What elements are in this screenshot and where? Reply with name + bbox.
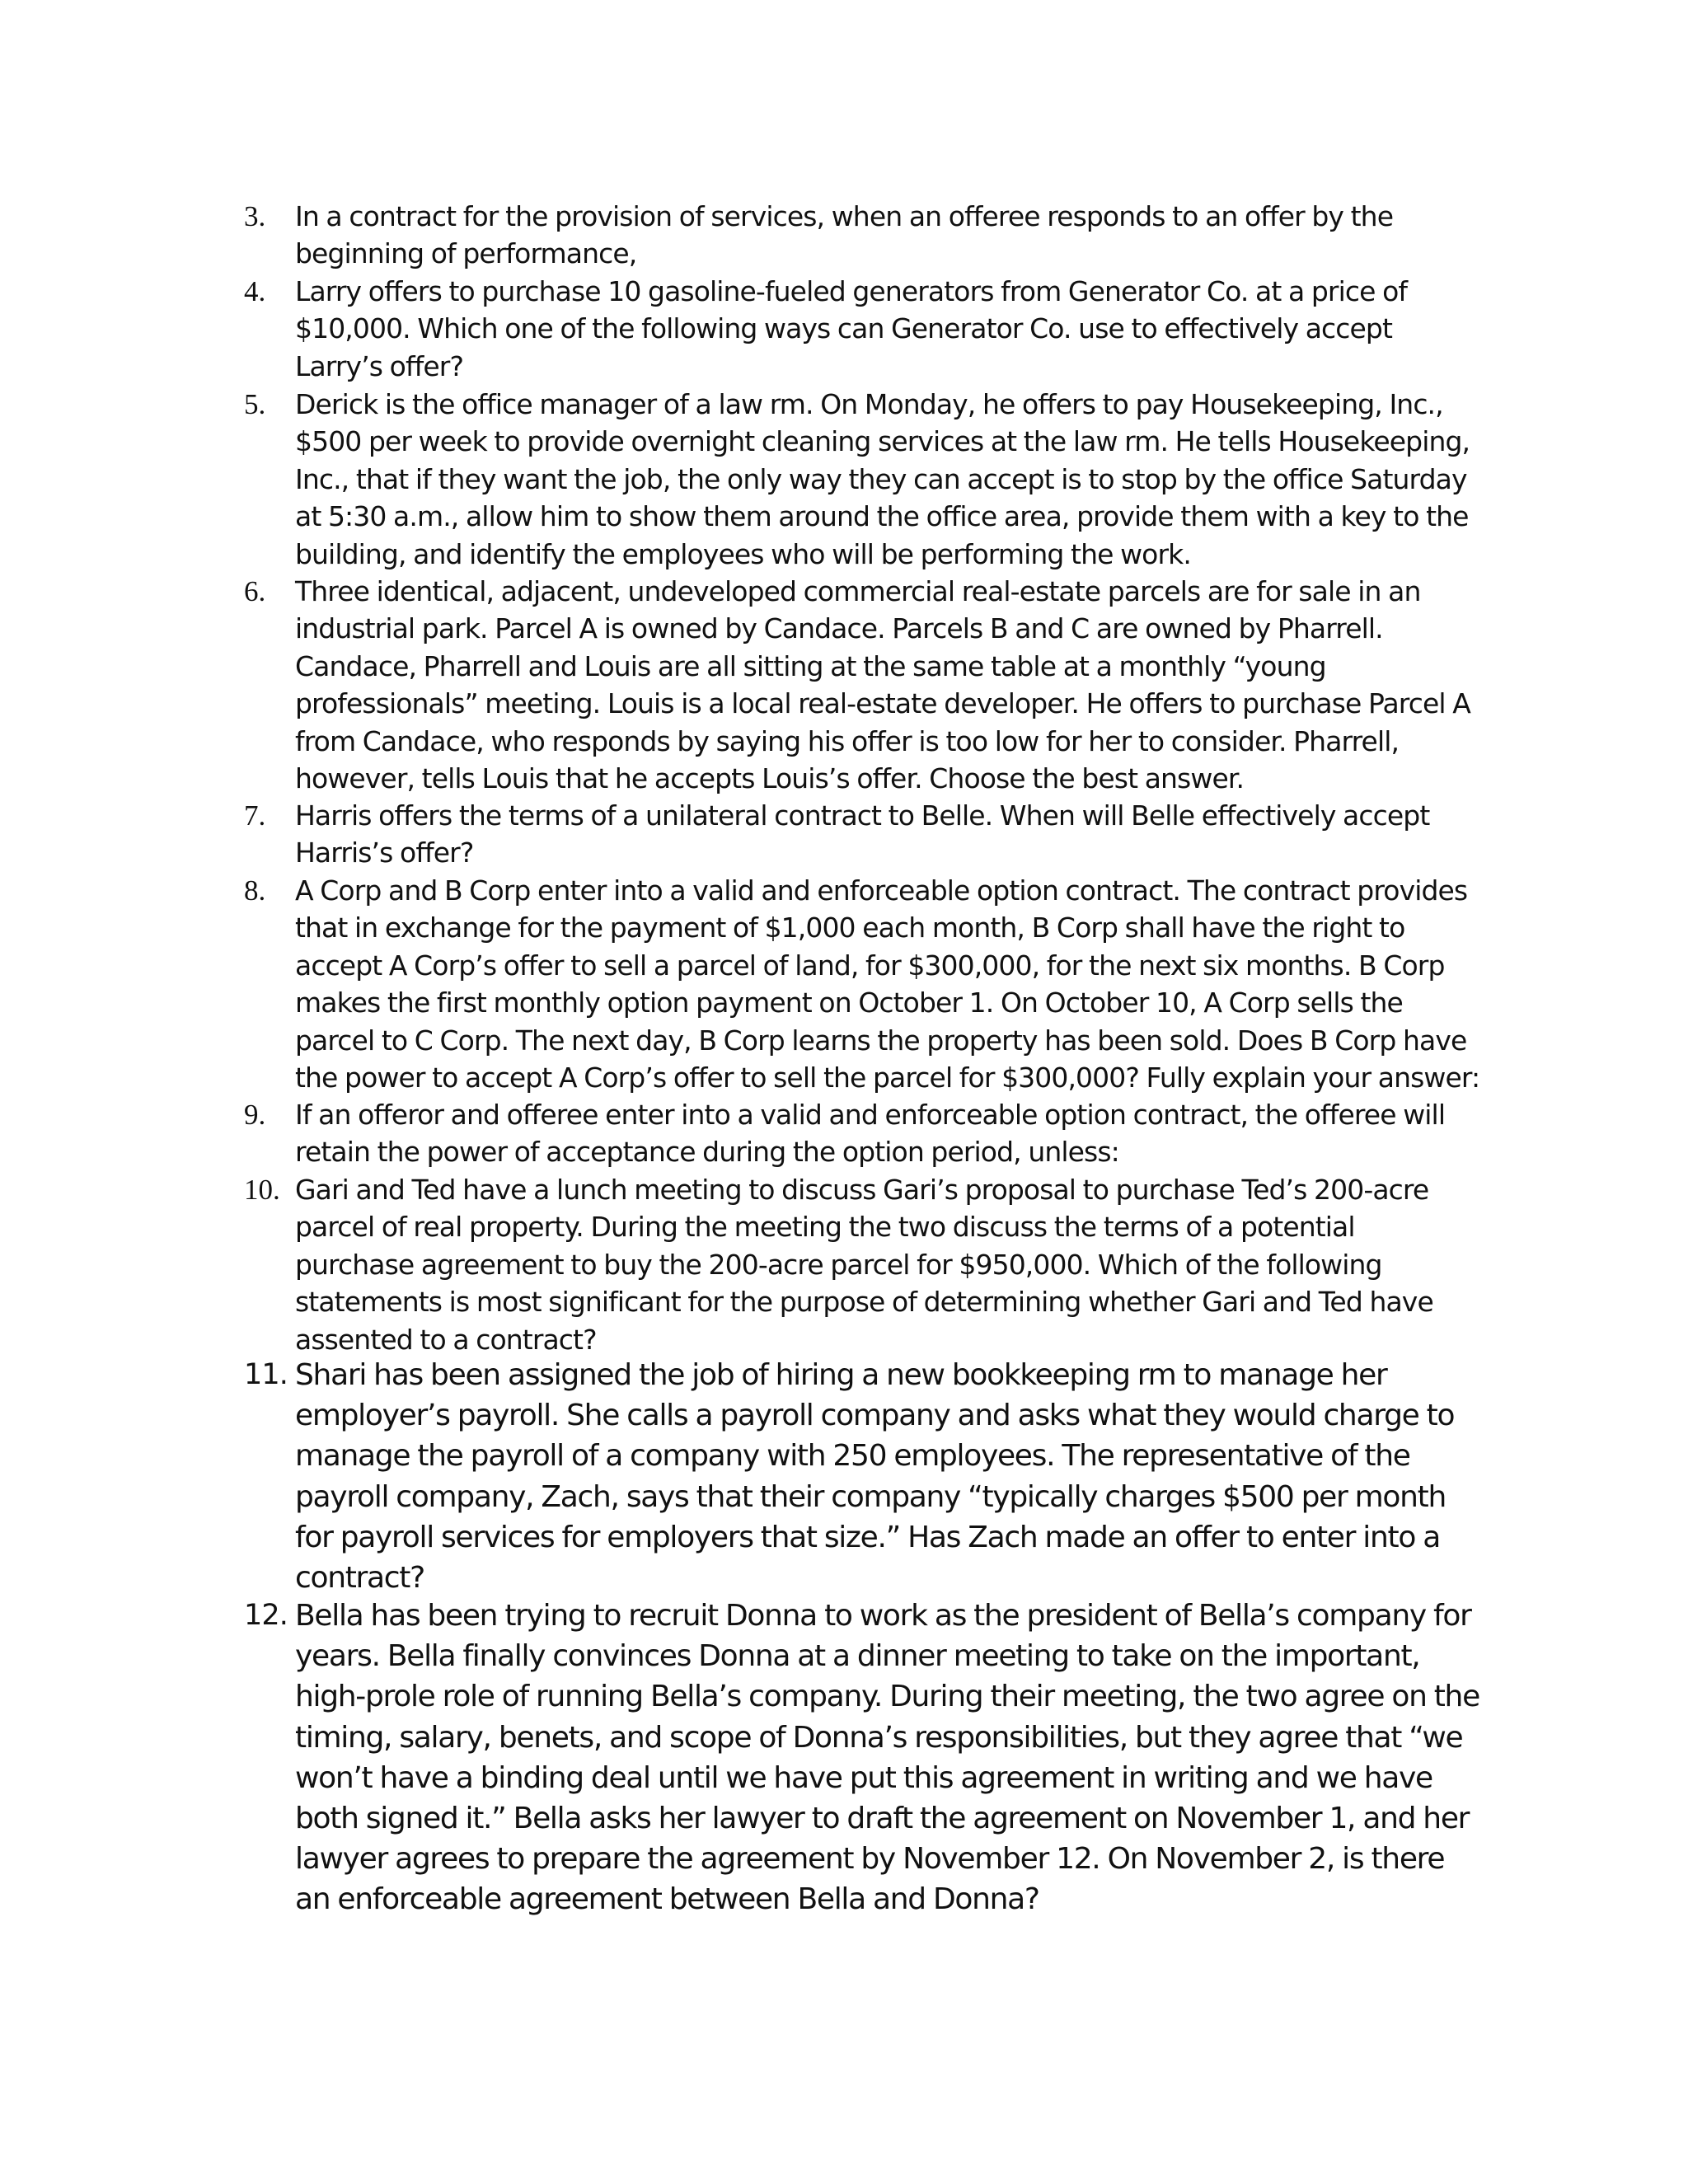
- question-text: Derick is the office manager of a law rm. On Monday, he offers to pay Housekeeping, Inc., $500 per week to provide overnight cleaning services at the law rm. He tells Housekeeping, Inc., that if they want the job, the only way they can accept is to stop by the office Saturday at 5:30 a.m., allow him to show them around the office area, provide them with a key to the building, and identify the employees who will be performing the work.: [295, 388, 1470, 570]
- question-3: [244, 198, 1480, 273]
- question-number: 3.: [244, 200, 266, 232]
- question-8: [244, 872, 1480, 1096]
- question-9: [244, 1096, 1480, 1171]
- question-number: 8.: [244, 874, 266, 907]
- question-5: [244, 386, 1480, 573]
- question-text: Larry offers to purchase 10 gasoline-fueled generators from Generator Co. at a price of $10,000. Which one of the following ways can Generator Co. use to effectively accept Larry’s offer?: [295, 275, 1408, 382]
- question-text: In a contract for the provision of services, when an offeree responds to an offer by the beginning of performance,: [295, 200, 1394, 270]
- question-text: Bella has been trying to recruit Donna to work as the president of Bella’s company for years. Bella finally convinces Donna at a dinner meeting to take on the important, high-prole role of running Bella’s company. During their meeting, the two agree on the timing, salary, benets, and scope of Donna’s responsibilities, but they agree that “we won’t have a binding deal until we have put this agreement in writing and we have both signed it.” Bella asks her lawyer to draft the agreement on November 1, and her lawyer agrees to prepare the agreement by November 12. On November 2, is there an enforceable agreement between Bella and Donna?: [295, 1599, 1479, 1917]
- question-6: [244, 573, 1480, 797]
- question-number: 11.: [244, 1358, 288, 1391]
- question-text: Gari and Ted have a lunch meeting to discuss Gari’s proposal to purchase Ted’s 200-acre parcel of real property. During the meeting the two discuss the terms of a potential purchase agreement to buy the 200-acre parcel for $950,000. Which of the following statements is most significant for the purpose of determining whether Gari and Ted have assented to a contract?: [295, 1174, 1433, 1356]
- question-number: 7.: [244, 799, 266, 832]
- question-7: [244, 797, 1480, 872]
- question-number: 5.: [244, 388, 266, 420]
- question-10: [244, 1171, 1480, 1358]
- question-12: [244, 1596, 1480, 1920]
- question-number: 6.: [244, 575, 266, 607]
- question-number: 4.: [244, 275, 266, 307]
- question-11: [244, 1355, 1480, 1598]
- question-text: Three identical, adjacent, undeveloped commercial real-estate parcels are for sale in an industrial park. Parcel A is owned by Candace. Parcels B and C are owned by Pharrell. Candace, Pharrell and Louis are all sitting at the same table at a monthly “young professionals” meeting. Louis is a local real-estate developer. He offers to purchase Parcel A from Candace, who responds by saying his offer is too low for her to consider. Pharrell, however, tells Louis that he accepts Louis’s offer. Choose the best answer.: [295, 575, 1470, 795]
- question-text: Shari has been assigned the job of hiring a new bookkeeping rm to manage her employer’s payroll. She calls a payroll company and asks what they would charge to manage the payroll of a company with 250 employees. The representative of the payroll company, Zach, says that their company “typically charges $500 per month for payroll services for employers that size.” Has Zach made an offer to enter into a contract?: [295, 1358, 1455, 1596]
- question-number: 10.: [244, 1174, 280, 1206]
- question-text: A Corp and B Corp enter into a valid and enforceable option contract. The contract provides that in exchange for the payment of $1,000 each month, B Corp shall have the right to accept A Corp’s offer to sell a parcel of land, for $300,000, for the next six months. B Corp makes the first monthly option payment on October 1. On October 10, A Corp sells the parcel to C Corp. The next day, B Corp learns the property has been sold. Does B Corp have the power to accept A Corp’s offer to sell the parcel for $300,000? Fully explain your answer:: [295, 874, 1480, 1094]
- question-4: [244, 273, 1480, 385]
- question-text: Harris offers the terms of a unilateral contract to Belle. When will Belle effectively accept Harris’s offer?: [295, 799, 1430, 869]
- question-number: 9.: [244, 1099, 266, 1131]
- question-text: If an offeror and offeree enter into a valid and enforceable option contract, the offeree will retain the power of acceptance during the option period, unless:: [295, 1099, 1446, 1169]
- question-number: 12.: [244, 1599, 288, 1632]
